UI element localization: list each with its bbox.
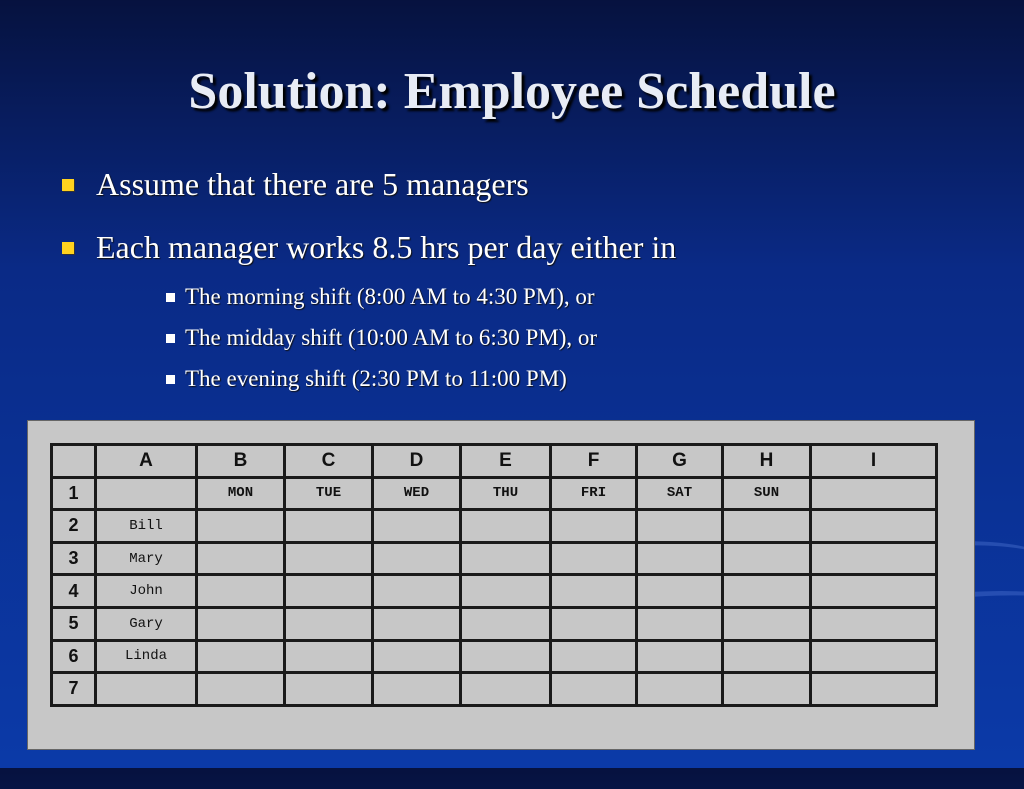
square-bullet-icon bbox=[166, 334, 175, 343]
cell bbox=[551, 607, 637, 640]
column-header: E bbox=[461, 445, 551, 478]
row-header: 7 bbox=[52, 673, 96, 706]
cell bbox=[461, 575, 551, 608]
cell bbox=[197, 640, 285, 673]
row-header: 6 bbox=[52, 640, 96, 673]
row-header: 5 bbox=[52, 607, 96, 640]
table-row bbox=[52, 640, 937, 673]
employee-name-cell: Bill bbox=[96, 510, 197, 543]
cell bbox=[811, 477, 937, 510]
cell bbox=[461, 673, 551, 706]
cell bbox=[285, 640, 373, 673]
table-row bbox=[52, 575, 937, 608]
cell bbox=[197, 607, 285, 640]
cell bbox=[373, 673, 461, 706]
day-cell: WED bbox=[373, 477, 461, 510]
cell bbox=[551, 542, 637, 575]
cell bbox=[723, 575, 811, 608]
column-header: H bbox=[723, 445, 811, 478]
sub-bullet-text: The midday shift (10:00 AM to 6:30 PM), or bbox=[185, 325, 598, 350]
cell bbox=[197, 542, 285, 575]
cell bbox=[461, 607, 551, 640]
cell bbox=[461, 510, 551, 543]
column-header: A bbox=[96, 445, 197, 478]
sub-bullet-item bbox=[166, 366, 567, 392]
cell bbox=[723, 542, 811, 575]
employee-name-cell: Gary bbox=[96, 607, 197, 640]
cell bbox=[461, 640, 551, 673]
employee-name-cell: Linda bbox=[96, 640, 197, 673]
cell bbox=[373, 640, 461, 673]
column-header: B bbox=[197, 445, 285, 478]
table-row bbox=[52, 673, 937, 706]
cell bbox=[637, 607, 723, 640]
cell bbox=[637, 673, 723, 706]
row-header: 3 bbox=[52, 542, 96, 575]
cell bbox=[637, 542, 723, 575]
cell bbox=[811, 575, 937, 608]
square-bullet-icon bbox=[166, 375, 175, 384]
column-header: D bbox=[373, 445, 461, 478]
cell bbox=[373, 607, 461, 640]
day-cell: SAT bbox=[637, 477, 723, 510]
cell bbox=[551, 673, 637, 706]
cell bbox=[637, 640, 723, 673]
day-cell: SUN bbox=[723, 477, 811, 510]
table-row bbox=[52, 542, 937, 575]
cell bbox=[285, 575, 373, 608]
cell bbox=[461, 542, 551, 575]
table-row bbox=[52, 607, 937, 640]
table-row bbox=[52, 510, 937, 543]
column-header-row bbox=[52, 445, 937, 478]
row-header: 4 bbox=[52, 575, 96, 608]
cell bbox=[811, 510, 937, 543]
cell bbox=[373, 510, 461, 543]
day-cell: THU bbox=[461, 477, 551, 510]
cell bbox=[637, 575, 723, 608]
row-header: 2 bbox=[52, 510, 96, 543]
cell bbox=[285, 510, 373, 543]
sub-bullet-text: The evening shift (2:30 PM to 11:00 PM) bbox=[185, 366, 567, 391]
cell bbox=[723, 640, 811, 673]
bullet-item bbox=[62, 229, 676, 266]
cell bbox=[373, 542, 461, 575]
cell bbox=[811, 542, 937, 575]
day-cell: TUE bbox=[285, 477, 373, 510]
cell bbox=[373, 575, 461, 608]
column-header: G bbox=[637, 445, 723, 478]
cell bbox=[551, 510, 637, 543]
cell bbox=[197, 673, 285, 706]
table-row bbox=[52, 477, 937, 510]
cell bbox=[197, 575, 285, 608]
square-bullet-icon bbox=[62, 179, 74, 191]
column-header: I bbox=[811, 445, 937, 478]
cell bbox=[723, 673, 811, 706]
cell bbox=[96, 673, 197, 706]
cell bbox=[723, 510, 811, 543]
square-bullet-icon bbox=[166, 293, 175, 302]
cell bbox=[285, 542, 373, 575]
bullet-text: Each manager works 8.5 hrs per day either in bbox=[96, 229, 677, 265]
sub-bullet-item bbox=[166, 284, 595, 310]
sub-bullet-item bbox=[166, 325, 597, 351]
cell bbox=[551, 640, 637, 673]
cell bbox=[811, 673, 937, 706]
column-header: F bbox=[551, 445, 637, 478]
employee-name-cell: Mary bbox=[96, 542, 197, 575]
cell bbox=[96, 477, 197, 510]
day-cell: MON bbox=[197, 477, 285, 510]
cell bbox=[811, 640, 937, 673]
square-bullet-icon bbox=[62, 242, 74, 254]
cell bbox=[285, 607, 373, 640]
row-header: 1 bbox=[52, 477, 96, 510]
cell bbox=[285, 673, 373, 706]
column-header: C bbox=[285, 445, 373, 478]
spreadsheet-image bbox=[27, 420, 975, 750]
bullet-text: Assume that there are 5 managers bbox=[96, 166, 529, 202]
cell bbox=[551, 575, 637, 608]
day-cell: FRI bbox=[551, 477, 637, 510]
cell bbox=[723, 607, 811, 640]
cell bbox=[811, 607, 937, 640]
sub-bullet-text: The morning shift (8:00 AM to 4:30 PM), or bbox=[185, 284, 595, 309]
bullet-item bbox=[62, 166, 529, 203]
employee-name-cell: John bbox=[96, 575, 197, 608]
cell bbox=[197, 510, 285, 543]
cell bbox=[637, 510, 723, 543]
corner-cell bbox=[52, 445, 96, 478]
schedule-spreadsheet bbox=[50, 443, 938, 707]
slide-title: Solution: Employee Schedule bbox=[188, 63, 836, 120]
